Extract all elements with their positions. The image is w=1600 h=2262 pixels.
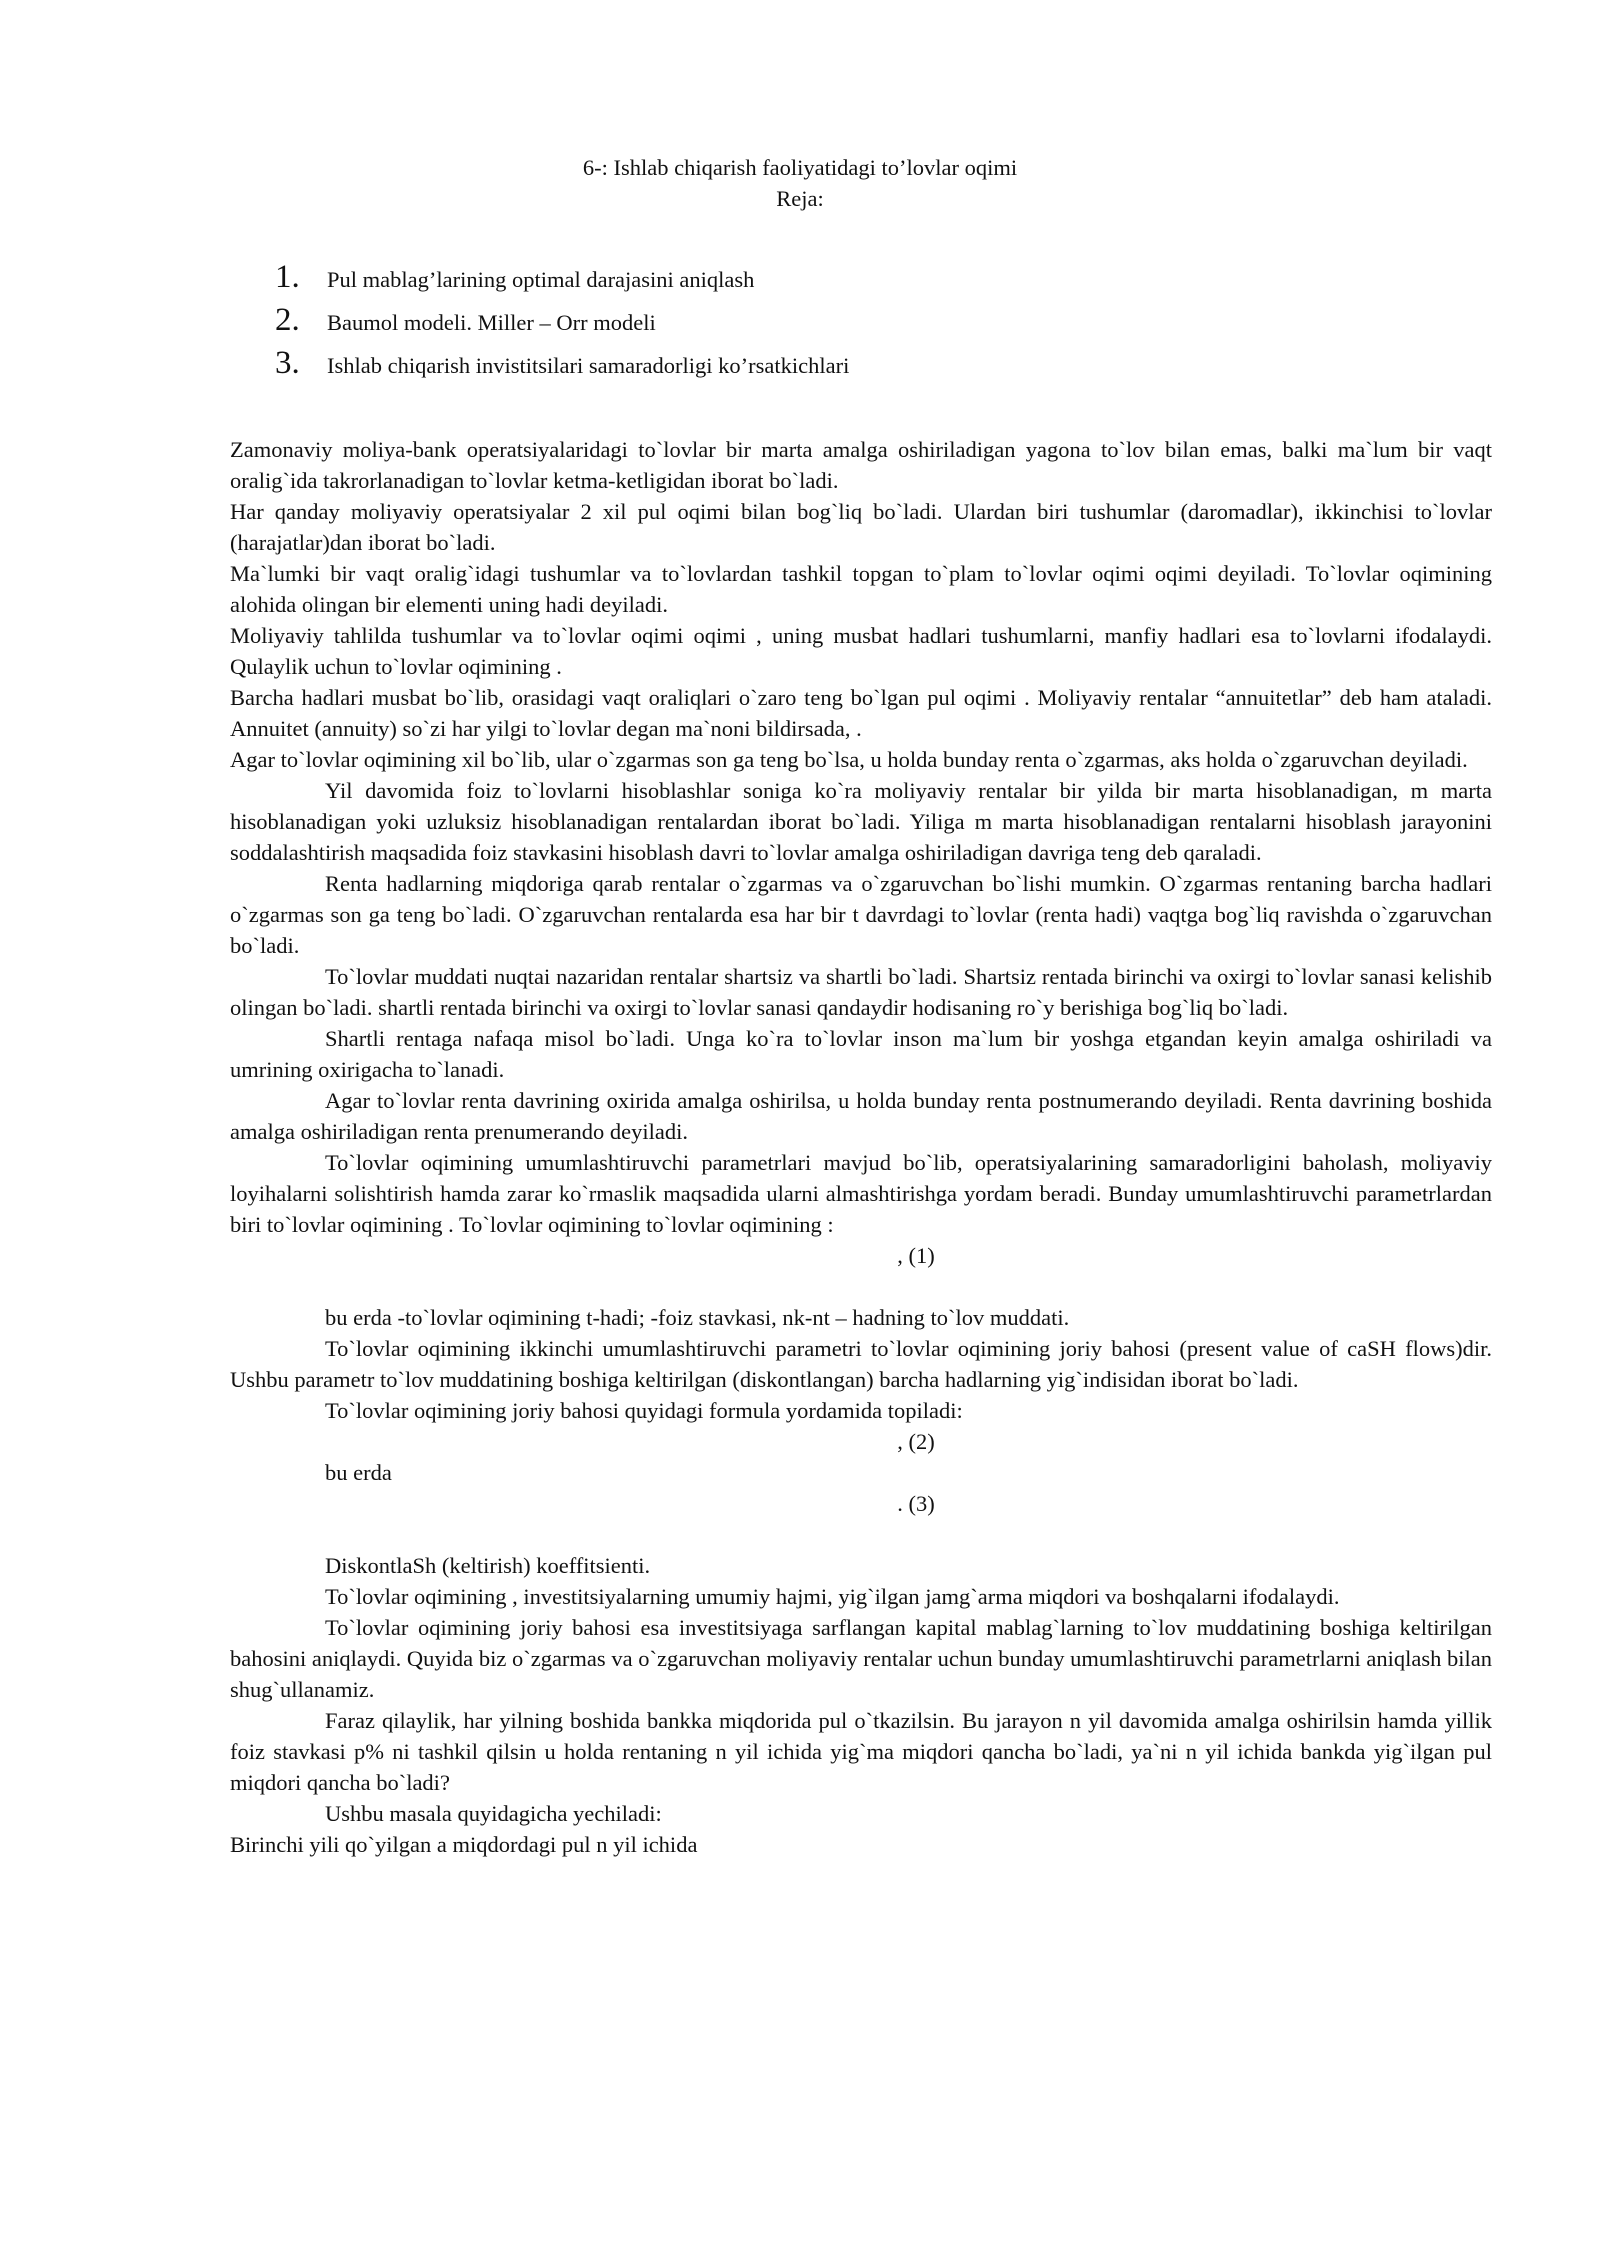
paragraph: Har qanday moliyaviy operatsiyalar 2 xil pul oqimi bilan bog`liq bo`ladi. Ulardan biri tushumlar (daromadlar), ikkinchisi to`lovlar (harajatlar)dan iborat bo`ladi. bbox=[230, 499, 1492, 555]
paragraph: Renta hadlarning miqdoriga qarab rentalar o`zgarmas va o`zgaruvchan bo`lishi mumkin. O`zgarmas rentaning barcha hadlari o`zgarmas son ga teng bo`ladi. O`zgaruvchan rentalarda esa har bir t davrdagi to`lovlar (renta hadi) vaqtga bog`liq ravishda o`zgaruvchan bo`ladi. bbox=[230, 871, 1492, 958]
paragraph: Barcha hadlari musbat bo`lib, orasidagi vaqt oraliqlari o`zaro teng bo`lgan pul oqimi . Moliyaviy rentalar “annuitetlar” deb ham ataladi. Annuitet (annuity) so`zi har yilgi to`lovlar degan ma`noni bildirsada, . bbox=[230, 685, 1492, 741]
paragraph: To`lovlar oqimining ikkinchi umumlashtiruvchi parametri to`lovlar oqimining joriy bahosi (present value of caSH flows)dir. Ushbu parametr to`lov muddatining boshiga keltirilgan (diskontlangan) barcha hadlarning yig`indisidan iborat bo`ladi. bbox=[230, 1336, 1492, 1392]
formula-space bbox=[230, 1271, 1492, 1302]
paragraph: Agar to`lovlar oqimining xil bo`lib, ular o`zgarmas son ga teng bo`lsa, u holda bunday renta o`zgarmas, aks holda o`zgaruvchan deyiladi. bbox=[230, 747, 1468, 772]
paragraph: Agar to`lovlar renta davrining oxirida amalga oshirilsa, u holda bunday renta postnumerando deyiladi. Renta davrining boshida amalga oshiriladigan renta prenumerando deyiladi. bbox=[230, 1088, 1492, 1144]
formula-label: , (2) bbox=[897, 1429, 935, 1454]
document-title: 6-: Ishlab chiqarish faoliyatidagi to’lovlar oqimi bbox=[582, 155, 1018, 180]
paragraph: Zamonaviy moliya-bank operatsiyalaridagi to`lovlar bir marta amalga oshiriladigan yagona to`lov bilan emas, balki ma`lum bir vaqt oralig`ida takrorlanadigan to`lovlar ketma-ketligidan iborat bo`ladi. bbox=[230, 437, 1492, 493]
plan-item bbox=[275, 345, 850, 391]
paragraph: Yil davomida foiz to`lovlarni hisoblashlar soniga ko`ra moliyaviy rentalar bir yilda bir marta hisoblanadigan, m marta hisoblanadigan yoki uzluksiz hisoblanadigan rentalardan iborat bo`ladi. Yiliga m marta hisoblanadigan rentalarni hisoblash jarayonini soddalashtirish maqsadida foiz stavkasini hisoblash davri to`lovlar amalga oshiriladigan davriga teng deb qaraladi. bbox=[230, 778, 1492, 865]
paragraph: To`lovlar muddati nuqtai nazaridan rentalar shartsiz va shartli bo`ladi. Shartsiz rentada birinchi va oxirgi to`lovlar sanasi kelishib olingan bo`ladi. shartli rentada birinchi va oxirgi to`lovlar sanasi qandaydir hodisaning ro`y berishiga bog`liq bo`ladi. bbox=[230, 964, 1492, 1020]
plan-item-number: 3. bbox=[275, 345, 300, 381]
paragraph: To`lovlar oqimining joriy bahosi quyidagi formula yordamida topiladi: bbox=[325, 1398, 963, 1423]
formula-label: , (1) bbox=[897, 1243, 935, 1268]
paragraph: To`lovlar oqimining joriy bahosi esa investitsiyaga sarflangan kapital mablag`larning to`lov muddatining boshiga keltirilgan bahosini aniqlaydi. Quyida biz o`zgarmas va o`zgaruvchan moliyaviy rentalar uchun bunday umumlashtiruvchi parametrlarni aniqlash bilan shug`ullanamiz. bbox=[230, 1615, 1492, 1702]
paragraph: Ma`lumki bir vaqt oralig`idagi tushumlar va to`lovlardan tashkil topgan to`plam to`lovlar oqimi oqimi deyiladi. To`lovlar oqimining alohida olingan bir elementi uning hadi deyiladi. bbox=[230, 561, 1492, 617]
plan-item-number: 1. bbox=[275, 259, 300, 295]
plan-item-number: 2. bbox=[275, 302, 300, 338]
paragraph: bu erda bbox=[325, 1460, 392, 1485]
document-subtitle: Reja: bbox=[776, 186, 824, 211]
plan-item-text: Pul mablag’larining optimal darajasini aniqlash bbox=[327, 267, 755, 292]
paragraph: To`lovlar oqimining umumlashtiruvchi parametrlari mavjud bo`lib, operatsiyalarining samaradorligini baholash, moliyaviy loyihalarni solishtirish hamda zarar ko`rmaslik maqsadida ularni almashtirishga yordam beradi. Bunday umumlashtiruvchi parametrlardan biri to`lovlar oqimining . To`lovlar oqimining to`lovlar oqimining : bbox=[230, 1150, 1492, 1237]
plan-item-text: Baumol modeli. Miller – Orr modeli bbox=[327, 310, 656, 335]
plan-item bbox=[275, 259, 849, 305]
plan-item-text: Ishlab chiqarish invistitsilari samaradorligi ko’rsatkichlari bbox=[327, 353, 850, 378]
formula-label: . (3) bbox=[897, 1491, 935, 1516]
paragraph: Ushbu masala quyidagicha yechiladi: bbox=[325, 1801, 662, 1826]
paragraph: Shartli rentaga nafaqa misol bo`ladi. Unga ko`ra to`lovlar inson ma`lum bir yoshga etgandan keyin amalga oshiriladi va umrining oxirigacha to`lanadi. bbox=[230, 1026, 1492, 1082]
paragraph: Faraz qilaylik, har yilning boshida bankka miqdorida pul o`tkazilsin. Bu jarayon n yil davomida amalga oshirilsin hamda yillik foiz stavkasi p% ni tashkil qilsin u holda rentaning n yil ichida yig`ma miqdori qancha bo`ladi, ya`ni n yil ichida bankda yig`ilgan pul miqdori qancha bo`ladi? bbox=[230, 1708, 1492, 1795]
paragraph: DiskontlaSh (keltirish) koeffitsienti. bbox=[325, 1553, 651, 1578]
body-text bbox=[230, 434, 1492, 1860]
paragraph: Birinchi yili qo`yilgan a miqdordagi pul n yil ichida bbox=[230, 1832, 698, 1857]
title-block bbox=[0, 152, 1600, 214]
paragraph: bu erda -to`lovlar oqimining t-hadi; -foiz stavkasi, nk-nt – hadning to`lov muddati. bbox=[325, 1305, 1070, 1330]
plan-item bbox=[275, 302, 849, 348]
formula-space bbox=[230, 1519, 1492, 1550]
paragraph: To`lovlar oqimining , investitsiyalarning umumiy hajmi, yig`ilgan jamg`arma miqdori va boshqalarni ifodalaydi. bbox=[325, 1584, 1340, 1609]
paragraph: Moliyaviy tahlilda tushumlar va to`lovlar oqimi oqimi , uning musbat hadlari tushumlarni, manfiy hadlari esa to`lovlarni ifodalaydi. Qulaylik uchun to`lovlar oqimining . bbox=[230, 623, 1492, 679]
plan-list bbox=[275, 259, 850, 391]
